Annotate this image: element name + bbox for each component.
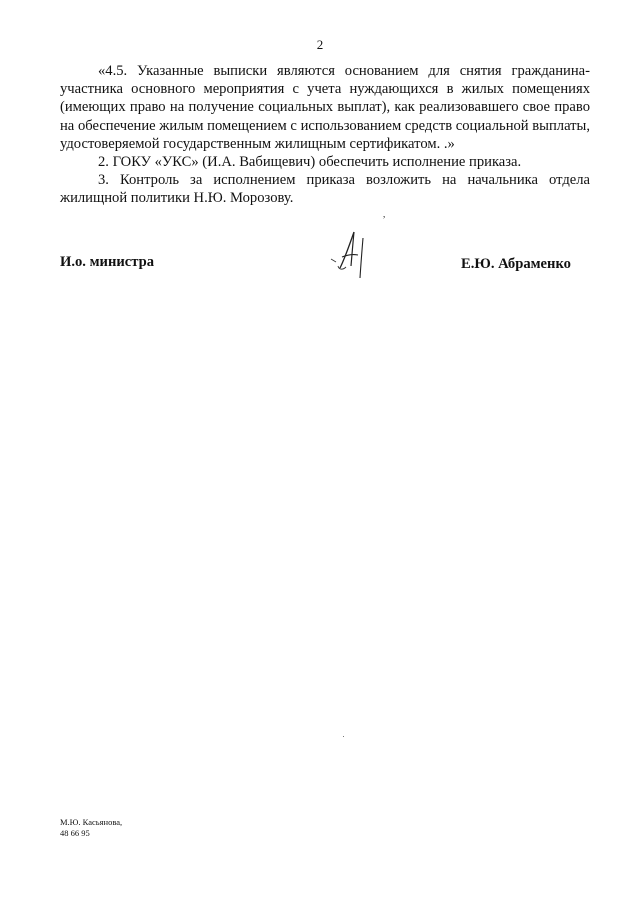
document-body: [60, 62, 590, 208]
scan-speck: [343, 736, 344, 737]
handwritten-signature: [327, 228, 375, 280]
executor-name: М.Ю. Касьянова,: [60, 817, 123, 827]
paragraph-3: 3. Контроль за исполнением приказа возложить на начальника отдела жилищной политики Н.Ю. Морозову.: [60, 172, 590, 207]
stray-mark: ,: [383, 209, 386, 219]
paragraph-4-5: «4.5. Указанные выписки являются основанием для снятия гражданина-участника основного мероприятия с учета нуждающихся в жилых помещениях (имеющих право на получение социальных выплат), как реализовавшего свое право на обеспечение жилым помещением с использованием средств социальной выплаты, удостоверяемой государственным жилищным сертификатом. .»: [60, 63, 590, 152]
executor-phone: 48 66 95: [60, 828, 90, 838]
page-number: 2: [316, 37, 324, 52]
signatory-title: И.о. министра: [60, 254, 154, 270]
signatory-name: Е.Ю. Абраменко: [461, 256, 571, 272]
paragraph-2: 2. ГОКУ «УКС» (И.А. Вабищевич) обеспечить исполнение приказа.: [98, 154, 522, 171]
executor-info: [60, 817, 122, 839]
